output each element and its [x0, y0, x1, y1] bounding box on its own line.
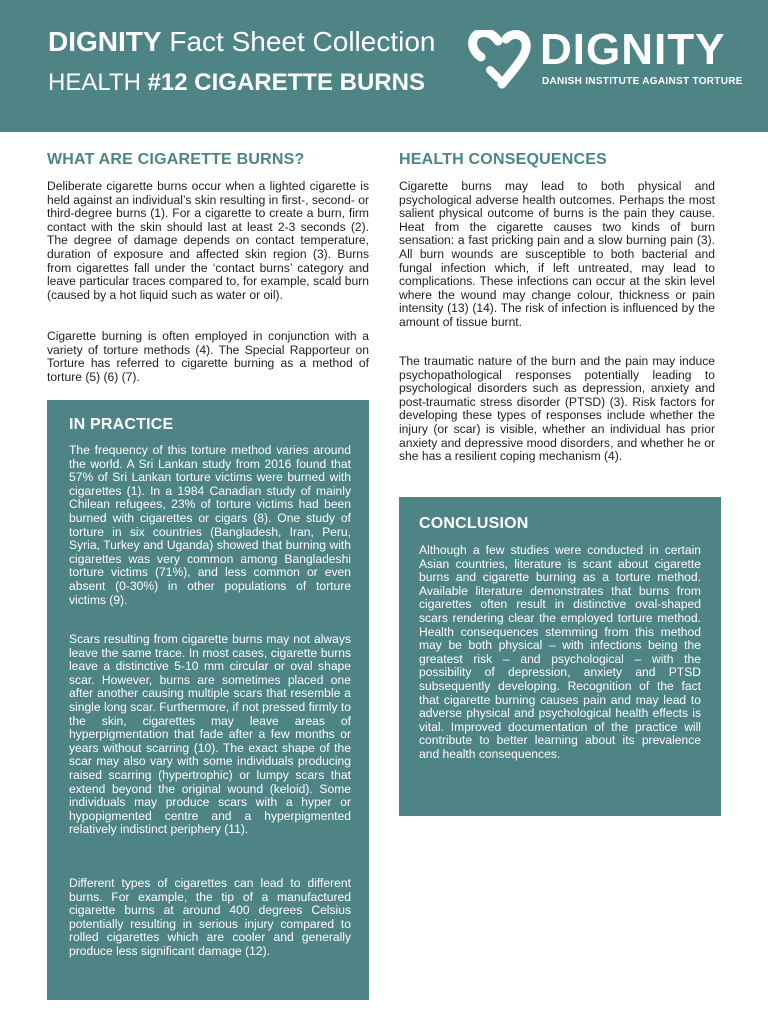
section-heading-in-practice: IN PRACTICE: [69, 416, 174, 433]
heart-logo-icon: [468, 30, 532, 92]
in-practice-box: [47, 400, 369, 1000]
section-heading-health-consequences: HEALTH CONSEQUENCES: [399, 151, 607, 168]
in-practice-paragraph-2: Scars resulting from cigarette burns may not always leave the same trace. In most cases, cigarette burns leave a distinctive 5-10 mm circular or oval shape scar. However, burns are sometimes placed one after another causing multiple scars that resemble a single long scar. Furthermore, if not pressed firmly to the skin, cigarettes may leave areas of hyperpigmentation that fade after a few months or years without scarring (10). The exact shape of the scar may also vary with some individuals producing raised scarring (hypertrophic) or lumpy scars that extend beyond the original wound (keloid). Some individuals may produce scars with a hyper or hypopigmented centre and a hyperpigmented relatively indistinct periphery (11).: [69, 632, 351, 837]
fact-sheet-category: HEALTH: [48, 69, 148, 96]
dignity-logo: [468, 25, 743, 92]
health-paragraph-2: The traumatic nature of the burn and the pain may induce psychopathological responses potentially leading to psychological disorders such as depression, anxiety and post-traumatic stress disorder (PTSD) (3). Risk factors for developing these types of responses include whether the injury (or scar) is visible, whether an individual has prior anxiety and depressive mood disorders, and whether he or she has a resilient coping mechanism (4).: [399, 354, 715, 464]
conclusion-paragraph: Although a few studies were conducted in certain Asian countries, literature is scant about cigarette burns and cigarette burning as a torture method. Available literature demonstrates that burns from cigarettes often result in distinctive oval-shaped scars rendering clear the employed torture method. Health consequences stemming from this method may be both physical – with infections being the greatest risk – and psychological – with the possibility of depression, anxiety and PTSD subsequently developing. Recognition of the fact that cigarette burning causes pain and may lead to adverse physical and psychological health effects is vital. Improved documentation of the practice will contribute to better learning about its prevalence and health consequences.: [419, 543, 701, 761]
what-are-paragraph-2: Cigarette burning is often employed in conjunction with a variety of torture methods (4). The Special Rapporteur on Torture has referred to cigarette burning as a method of torture (5) (6) (7).: [47, 329, 369, 384]
in-practice-paragraph-1: The frequency of this torture method varies around the world. A Sri Lankan study from 2016 found that 57% of Sri Lankan torture victims were burned with cigarettes (1). In a 1984 Canadian study of mainly Chilean refugees, 23% of torture victims had been burned with cigarettes or cigars (8). One study of torture in six countries (Bangladesh, Iran, Peru, Syria, Turkey and Uganda) showed that burning with cigarettes was very common among Bangladeshi torture victims (71%), and less common or even absent (0-30%) in other populations of torture victims (9).: [69, 443, 351, 607]
fact-sheet-title: [48, 66, 425, 100]
in-practice-paragraph-3: Different types of cigarettes can lead to different burns. For example, the tip of a manufactured cigarette burns at around 400 degrees Celsius potentially resulting in serious injury compared to rolled cigarettes which are cooler and generally produce less significant damage (12).: [69, 876, 351, 958]
section-heading-conclusion: CONCLUSION: [419, 515, 529, 532]
section-heading-what-are: WHAT ARE CIGARETTE BURNS?: [47, 151, 305, 168]
collection-title: [48, 24, 435, 60]
collection-title-rest: Fact Sheet Collection: [161, 26, 436, 57]
health-paragraph-1: Cigarette burns may lead to both physical and psychological adverse health outcomes. Perhaps the most salient physical outcome of burns is the pain they cause. Heat from the cigarette causes two kinds of burn sensation: a fast pricking pain and a slow burning pain (3). All burn wounds are susceptible to both bacterial and fungal infection which, if left untreated, may lead to complications. These infections can occur at the skin level where the wound may change colour, thickness or pain intensity (13) (14). The risk of infection is influenced by the amount of tissue burnt.: [399, 179, 715, 329]
conclusion-box: [399, 497, 721, 816]
fact-sheet-topic: #12 CIGARETTE BURNS: [147, 69, 425, 96]
logo-tagline: DANISH INSTITUTE AGAINST TORTURE: [542, 76, 743, 87]
what-are-paragraph-1: Deliberate cigarette burns occur when a lighted cigarette is held against an individual’s skin resulting in first-, second- or third-degree burns (1). For a cigarette to create a burn, firm contact with the skin should last at least 2-3 seconds (2). The degree of damage depends on contact temperature, duration of exposure and affected skin region (3). Burns from cigarettes fall under the ‘contact burns’ category and leave particular traces compared to, for example, scald burn (caused by a hot liquid such as water or oil).: [47, 179, 369, 302]
header-banner: [0, 0, 768, 132]
logo-wordmark: DIGNITY: [540, 25, 726, 74]
collection-title-brand: DIGNITY: [48, 26, 162, 57]
